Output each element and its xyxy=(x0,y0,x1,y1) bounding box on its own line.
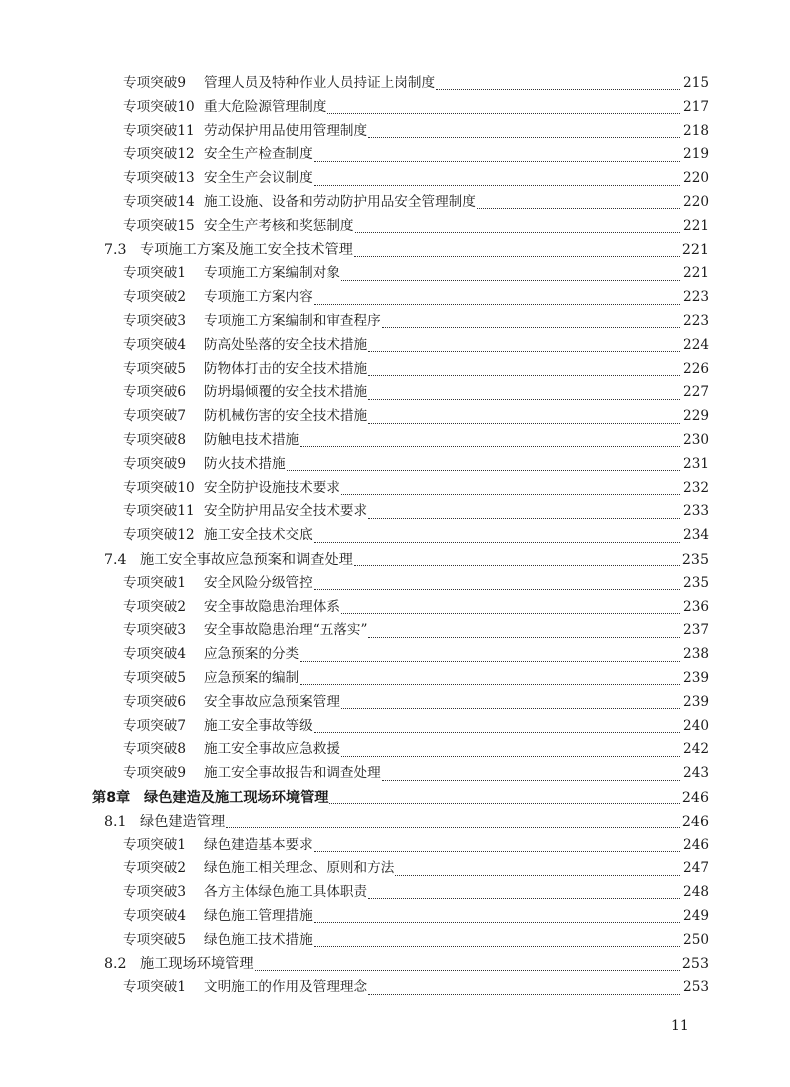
toc-entry-page: 218 xyxy=(683,122,709,139)
toc-dot-leader xyxy=(382,772,680,781)
toc-subsection-entry xyxy=(0,286,790,310)
toc-entry-label: 专项突破9 xyxy=(123,455,187,472)
toc-entry-label: 专项突破2 xyxy=(123,289,187,306)
toc-entry-label: 专项突破14 xyxy=(123,194,195,211)
toc-entry-title: 专项施工方案编制对象 xyxy=(204,265,340,282)
toc-entry-page: 243 xyxy=(683,765,709,782)
toc-dot-leader xyxy=(395,867,680,876)
toc-entry-title: 绿色施工相关理念、原则和方法 xyxy=(204,860,395,877)
toc-dot-leader xyxy=(287,462,680,471)
toc-entry-title: 绿色施工管理措施 xyxy=(204,907,313,924)
toc-entry-label: 7.4 xyxy=(104,551,127,568)
toc-entry-label: 专项突破10 xyxy=(123,479,195,496)
toc-dot-leader xyxy=(314,914,680,923)
toc-entry-title: 施工现场环境管理 xyxy=(140,956,254,973)
toc-entry-label: 专项突破11 xyxy=(123,503,195,520)
toc-entry-label: 专项突破4 xyxy=(123,907,187,924)
toc-entry-title: 应急预案的分类 xyxy=(204,646,300,663)
toc-section-entry xyxy=(0,239,790,263)
toc-entry-title: 应急预案的编制 xyxy=(204,670,300,687)
toc-entry-title: 安全风险分级管控 xyxy=(204,574,313,591)
toc-dot-leader xyxy=(354,557,680,566)
toc-entry-title: 施工设施、设备和劳动防护用品安全管理制度 xyxy=(204,194,476,211)
toc-dot-leader xyxy=(368,890,680,899)
toc-entry-page: 248 xyxy=(683,884,709,901)
toc-entry-title: 施工安全事故等级 xyxy=(204,717,313,734)
toc-dot-leader xyxy=(368,391,680,400)
toc-entry-title: 专项施工方案编制和审查程序 xyxy=(204,313,381,330)
toc-entry-page: 227 xyxy=(683,384,709,401)
toc-entry-label: 7.3 xyxy=(104,242,127,259)
toc-dot-leader xyxy=(327,105,680,114)
toc-entry-label: 专项突破5 xyxy=(123,360,187,377)
toc-chapter-entry xyxy=(0,786,790,810)
toc-subsection-entry xyxy=(0,857,790,881)
toc-dot-leader xyxy=(436,81,680,90)
toc-entry-label: 专项突破3 xyxy=(123,884,187,901)
toc-dot-leader xyxy=(226,819,680,828)
toc-entry-page: 217 xyxy=(683,98,709,115)
toc-dot-leader xyxy=(341,605,680,614)
toc-entry-label: 专项突破10 xyxy=(123,98,195,115)
toc-subsection-entry xyxy=(0,929,790,953)
toc-entry-label: 第8章 xyxy=(92,789,131,806)
toc-entry-page: 236 xyxy=(683,598,709,615)
toc-dot-leader xyxy=(368,629,680,638)
toc-entry-title: 专项施工方案内容 xyxy=(204,289,313,306)
toc-entry-page: 246 xyxy=(683,836,709,853)
toc-entry-label: 专项突破1 xyxy=(123,979,187,996)
toc-dot-leader xyxy=(368,510,680,519)
toc-dot-leader xyxy=(368,343,680,352)
toc-entry-page: 233 xyxy=(683,503,709,520)
toc-entry-label: 专项突破8 xyxy=(123,432,187,449)
toc-entry-title: 安全防护用品安全技术要求 xyxy=(204,503,368,520)
toc-entry-label: 专项突破12 xyxy=(123,146,195,163)
toc-entry-page: 253 xyxy=(681,956,709,973)
toc-entry-page: 240 xyxy=(683,717,709,734)
toc-subsection-entry xyxy=(0,643,790,667)
toc-entry-title: 劳动保护用品使用管理制度 xyxy=(204,122,368,139)
toc-subsection-entry xyxy=(0,96,790,120)
toc-entry-title: 施工安全技术交底 xyxy=(204,527,313,544)
toc-dot-leader xyxy=(341,700,680,709)
toc-dot-leader xyxy=(314,724,680,733)
toc-subsection-entry xyxy=(0,691,790,715)
toc-subsection-entry xyxy=(0,72,790,96)
toc-entry-label: 专项突破1 xyxy=(123,836,187,853)
toc-entry-page: 223 xyxy=(683,289,709,306)
toc-subsection-entry xyxy=(0,120,790,144)
toc-dot-leader xyxy=(354,248,680,257)
toc-subsection-entry xyxy=(0,976,790,1000)
page-number: 11 xyxy=(671,1018,689,1034)
toc-entry-title: 安全生产考核和奖惩制度 xyxy=(204,217,354,234)
toc-entry-label: 8.2 xyxy=(104,956,127,973)
toc-entry-label: 专项突破3 xyxy=(123,313,187,330)
toc-subsection-entry xyxy=(0,477,790,501)
toc-entry-page: 234 xyxy=(683,527,709,544)
toc-subsection-entry xyxy=(0,762,790,786)
toc-entry-title: 施工安全事故报告和调查处理 xyxy=(204,765,381,782)
toc-dot-leader xyxy=(314,153,680,162)
toc-entry-page: 219 xyxy=(683,146,709,163)
toc-entry-title: 防物体打击的安全技术措施 xyxy=(204,360,368,377)
toc-entry-title: 防触电技术措施 xyxy=(204,432,300,449)
toc-subsection-entry xyxy=(0,738,790,762)
toc-subsection-entry xyxy=(0,310,790,334)
toc-entry-label: 专项突破6 xyxy=(123,384,187,401)
toc-entry-label: 专项突破7 xyxy=(123,717,187,734)
toc-dot-leader xyxy=(255,962,680,971)
toc-entry-title: 绿色建造基本要求 xyxy=(204,836,313,853)
toc-dot-leader xyxy=(329,795,680,804)
toc-entry-title: 文明施工的作用及管理理念 xyxy=(204,979,368,996)
toc-entry-page: 249 xyxy=(683,907,709,924)
toc-section-entry xyxy=(0,548,790,572)
toc-entry-page: 239 xyxy=(683,693,709,710)
toc-entry-page: 215 xyxy=(683,75,709,92)
toc-entry-title: 管理人员及特种作业人员持证上岗制度 xyxy=(204,75,436,92)
toc-subsection-entry xyxy=(0,667,790,691)
toc-entry-label: 专项突破2 xyxy=(123,598,187,615)
toc-entry-page: 235 xyxy=(681,551,709,568)
toc-dot-leader xyxy=(314,938,680,947)
toc-entry-page: 231 xyxy=(683,455,709,472)
toc-entry-label: 专项突破4 xyxy=(123,646,187,663)
toc-dot-leader xyxy=(300,676,680,685)
toc-entry-title: 安全事故隐患治理体系 xyxy=(204,598,340,615)
toc-entry-page: 246 xyxy=(681,813,709,830)
toc-entry-page: 237 xyxy=(683,622,709,639)
toc-subsection-entry xyxy=(0,834,790,858)
toc-entry-title: 重大危险源管理制度 xyxy=(204,98,327,115)
toc-dot-leader xyxy=(341,486,680,495)
toc-dot-leader xyxy=(341,748,680,757)
toc-entry-page: 246 xyxy=(681,789,709,806)
toc-entry-label: 8.1 xyxy=(104,813,127,830)
toc-section-entry xyxy=(0,810,790,834)
toc-entry-title: 施工安全事故应急救援 xyxy=(204,741,340,758)
toc-subsection-entry xyxy=(0,572,790,596)
toc-dot-leader xyxy=(368,129,680,138)
toc-dot-leader xyxy=(368,986,680,995)
toc-subsection-entry xyxy=(0,500,790,524)
toc-entry-page: 239 xyxy=(683,670,709,687)
toc-subsection-entry xyxy=(0,215,790,239)
toc-entry-page: 223 xyxy=(683,313,709,330)
toc-entry-page: 221 xyxy=(681,242,709,259)
toc-entry-label: 专项突破8 xyxy=(123,741,187,758)
toc-dot-leader xyxy=(368,415,680,424)
toc-entry-page: 238 xyxy=(683,646,709,663)
toc-subsection-entry xyxy=(0,405,790,429)
toc-subsection-entry xyxy=(0,262,790,286)
toc-dot-leader xyxy=(314,581,680,590)
toc-subsection-entry xyxy=(0,143,790,167)
toc-entry-label: 专项突破5 xyxy=(123,670,187,687)
toc-entry-page: 232 xyxy=(683,479,709,496)
toc-entry-title: 安全事故隐患治理“五落实” xyxy=(204,622,368,639)
toc-dot-leader xyxy=(314,534,680,543)
toc-entry-label: 专项突破1 xyxy=(123,574,187,591)
toc-dot-leader xyxy=(300,438,680,447)
toc-entry-page: 253 xyxy=(683,979,709,996)
toc-dot-leader xyxy=(341,272,680,281)
toc-entry-page: 235 xyxy=(683,574,709,591)
toc-entry-title: 安全生产检查制度 xyxy=(204,146,313,163)
toc-entry-page: 229 xyxy=(683,408,709,425)
toc-subsection-entry xyxy=(0,381,790,405)
toc-entry-label: 专项突破11 xyxy=(123,122,195,139)
toc-subsection-entry xyxy=(0,619,790,643)
table-of-contents xyxy=(0,72,790,1000)
toc-entry-title: 绿色建造管理 xyxy=(140,813,226,830)
toc-entry-page: 220 xyxy=(683,194,709,211)
toc-entry-title: 绿色施工技术措施 xyxy=(204,931,313,948)
toc-entry-page: 242 xyxy=(683,741,709,758)
toc-entry-page: 220 xyxy=(683,170,709,187)
toc-entry-label: 专项突破9 xyxy=(123,765,187,782)
toc-entry-label: 专项突破1 xyxy=(123,265,187,282)
toc-dot-leader xyxy=(382,319,680,328)
toc-dot-leader xyxy=(477,200,680,209)
toc-subsection-entry xyxy=(0,334,790,358)
toc-entry-label: 专项突破9 xyxy=(123,75,187,92)
toc-entry-title: 安全生产会议制度 xyxy=(204,170,313,187)
toc-entry-title: 绿色建造及施工现场环境管理 xyxy=(144,789,329,806)
toc-subsection-entry xyxy=(0,429,790,453)
toc-subsection-entry xyxy=(0,715,790,739)
toc-entry-title: 施工安全事故应急预案和调查处理 xyxy=(140,551,353,568)
toc-entry-label: 专项突破6 xyxy=(123,693,187,710)
toc-entry-label: 专项突破15 xyxy=(123,217,195,234)
toc-entry-label: 专项突破3 xyxy=(123,622,187,639)
toc-dot-leader xyxy=(314,843,680,852)
toc-entry-label: 专项突破4 xyxy=(123,336,187,353)
toc-entry-title: 安全事故应急预案管理 xyxy=(204,693,340,710)
toc-entry-page: 247 xyxy=(683,860,709,877)
toc-subsection-entry xyxy=(0,191,790,215)
toc-entry-title: 安全防护设施技术要求 xyxy=(204,479,340,496)
toc-subsection-entry xyxy=(0,358,790,382)
toc-entry-label: 专项突破7 xyxy=(123,408,187,425)
toc-dot-leader xyxy=(314,177,680,186)
toc-entry-label: 专项突破5 xyxy=(123,931,187,948)
toc-section-entry xyxy=(0,952,790,976)
toc-entry-label: 专项突破12 xyxy=(123,527,195,544)
toc-entry-page: 230 xyxy=(683,432,709,449)
toc-entry-page: 250 xyxy=(683,931,709,948)
toc-entry-title: 专项施工方案及施工安全技术管理 xyxy=(140,242,353,259)
toc-subsection-entry xyxy=(0,596,790,620)
toc-subsection-entry xyxy=(0,905,790,929)
toc-entry-page: 221 xyxy=(683,217,709,234)
toc-dot-leader xyxy=(314,296,680,305)
toc-subsection-entry xyxy=(0,881,790,905)
toc-dot-leader xyxy=(368,367,680,376)
toc-subsection-entry xyxy=(0,524,790,548)
toc-entry-page: 224 xyxy=(683,336,709,353)
toc-dot-leader xyxy=(355,224,680,233)
toc-entry-title: 防高处坠落的安全技术措施 xyxy=(204,336,368,353)
toc-entry-page: 221 xyxy=(683,265,709,282)
toc-entry-label: 专项突破13 xyxy=(123,170,195,187)
toc-dot-leader xyxy=(300,653,680,662)
toc-entry-label: 专项突破2 xyxy=(123,860,187,877)
toc-entry-title: 防机械伤害的安全技术措施 xyxy=(204,408,368,425)
toc-entry-title: 各方主体绿色施工具体职责 xyxy=(204,884,368,901)
toc-entry-title: 防坍塌倾覆的安全技术措施 xyxy=(204,384,368,401)
toc-subsection-entry xyxy=(0,167,790,191)
toc-entry-title: 防火技术措施 xyxy=(204,455,286,472)
toc-subsection-entry xyxy=(0,453,790,477)
toc-entry-page: 226 xyxy=(683,360,709,377)
